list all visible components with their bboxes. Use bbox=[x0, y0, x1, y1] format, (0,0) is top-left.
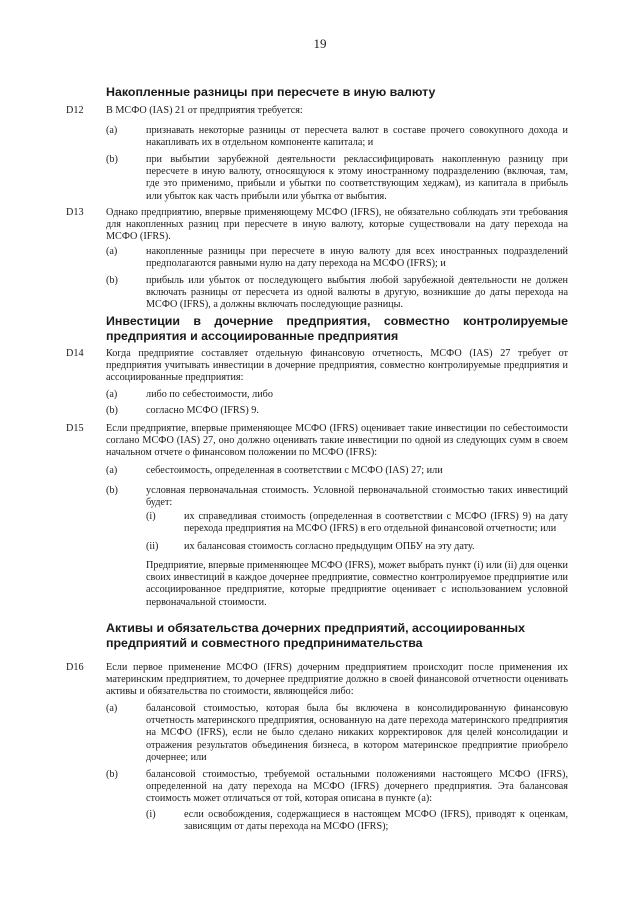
item-label: (b) bbox=[106, 769, 118, 780]
subitem-d15-i: их справедливая стоимость (определенная в соответствии с МСФО (IFRS) 9) на дату перехода предприятия на МСФО (IFRS) в его отдельной финансовой отчетности; или bbox=[184, 511, 568, 535]
subitem-label: (i) bbox=[146, 809, 156, 820]
item-d15-b: условная первоначальная стоимость. Условной первоначальной стоимостью таких инвестиций будет: bbox=[146, 485, 568, 509]
section-heading-assets-line1: Активы и обязательства дочерних предприятий, ассоциированных bbox=[106, 621, 526, 635]
item-label: (a) bbox=[106, 703, 118, 714]
item-d15-a: себестоимость, определенная в соответствии с МСФО (IAS) 27; или bbox=[146, 465, 443, 476]
item-label: (a) bbox=[106, 125, 118, 136]
item-d12-a: признавать некоторые разницы от пересчета валют в составе прочего совокупного дохода и накапливать их в отдельном компоненте капитала; и bbox=[146, 125, 568, 149]
item-d16-a: балансовой стоимостью, которая была бы включена в консолидированную финансовую отчетность материнского предприятия, основанную на дате перехода материнского предприятия на МСФО (IFRS), если не было сделано никаких корректировок для целей консолидации и отражения результатов объединения бизнеса, в котором материнское предприятие приобрело дочернее; или bbox=[146, 703, 568, 763]
para-label-d16: D16 bbox=[66, 662, 84, 673]
para-label-d15: D15 bbox=[66, 423, 84, 434]
item-d13-b: прибыль или убыток от последующего выбытия любой зарубежной деятельности не должен включать разницы от пересчета из одной валюты в другую, возникшие до даты перехода на МСФО (IFRS), а должны включать последующие разницы. bbox=[146, 275, 568, 311]
item-label: (b) bbox=[106, 405, 118, 416]
item-label: (a) bbox=[106, 246, 118, 257]
subitem-label: (i) bbox=[146, 511, 156, 522]
subitem-d16-i: если освобождения, содержащиеся в настоящем МСФО (IFRS), приводят к оценкам, зависящим от даты перехода на МСФО (IFRS); bbox=[184, 809, 568, 833]
para-d16-text: Если первое применение МСФО (IFRS) дочерним предприятием происходит после применения их материнским предприятием, то дочернее предприятие должно в своей финансовой отчетности оценивать активы и обязательства по стоимости, являющейся либо: bbox=[106, 662, 568, 698]
item-label: (a) bbox=[106, 465, 118, 476]
item-d14-a: либо по себестоимости, либо bbox=[146, 389, 273, 400]
section-heading-currency: Накопленные разницы при пересчете в иную валюту bbox=[106, 85, 436, 99]
section-heading-investments-line1: Инвестиции в дочерние предприятия, совместно контролируемые bbox=[106, 314, 568, 328]
item-d14-b: согласно МСФО (IFRS) 9. bbox=[146, 405, 259, 416]
para-label-d13: D13 bbox=[66, 207, 84, 218]
page-number: 19 bbox=[313, 36, 327, 51]
para-d13-text: Однако предприятию, впервые применяющему МСФО (IFRS), не обязательно соблюдать эти требования для накопленных разниц при пересчете в иную валюту, которые существовали на дату перехода на МСФО (IFRS). bbox=[106, 207, 568, 243]
item-label: (b) bbox=[106, 485, 118, 496]
item-d12-b: при выбытии зарубежной деятельности реклассифицировать накопленную разницу при пересчете в иную валюту, относящуюся к этому иностранному подразделению (включая, там, где это применимо, прибыли и убытки по соответствующим хеджам), из капитала в прибыль или убыток как часть прибыли или убытка от выбытия. bbox=[146, 154, 568, 202]
para-d15-text: Если предприятие, впервые применяющее МСФО (IFRS) оценивает такие инвестиции по себестоимости соглано МСФО (IAS) 27, оно должно оценивать такие инвестиции по одной из следующих сумм в своем начальном отчете о финансовом положении по МСФО (IFRS): bbox=[106, 423, 568, 459]
para-d15-closing: Предприятие, впервые применяющее МСФО (IFRS), может выбрать пункт (i) или (ii) для оценки своих инвестиций в каждое дочернее предприятие, совместно контролируемое предприятие или ассоциированное предприятие, которые предприятие оценивает с использованием условной первоначальной стоимости. bbox=[146, 560, 568, 608]
para-label-d14: D14 bbox=[66, 348, 84, 359]
para-d14-text: Когда предприятие составляет отдельную финансовую отчетность, МСФО (IAS) 27 требует от предприятия учитывать инвестиции в дочерние предприятия, совместно контролируемые предприятия и ассоциированные предприятия: bbox=[106, 348, 568, 384]
para-d12-text: В МСФО (IAS) 21 от предприятия требуется: bbox=[106, 105, 303, 116]
item-d16-b: балансовой стоимостью, требуемой остальными положениями настоящего МСФО (IFRS), определенной на дату перехода на МСФО (IFRS) дочернего предприятия. Эта балансовая стоимость может отличаться от той, которая описана в пункте (a): bbox=[146, 769, 568, 805]
item-label: (a) bbox=[106, 389, 118, 400]
subitem-d15-ii: их балансовая стоимость согласно предыдущим ОПБУ на эту дату. bbox=[184, 541, 475, 552]
section-heading-assets-line2: предприятий и совместного предпринимательства bbox=[106, 636, 423, 650]
section-heading-investments-line2: предприятия и ассоциированные предприятия bbox=[106, 329, 399, 343]
subitem-label: (ii) bbox=[146, 541, 159, 552]
item-label: (b) bbox=[106, 275, 118, 286]
item-d13-a: накопленные разницы при пересчете в иную валюту для всех иностранных подразделений предполагаются равными нулю на дату перехода на МСФО (IFRS); и bbox=[146, 246, 568, 270]
item-label: (b) bbox=[106, 154, 118, 165]
para-label-d12: D12 bbox=[66, 105, 84, 116]
